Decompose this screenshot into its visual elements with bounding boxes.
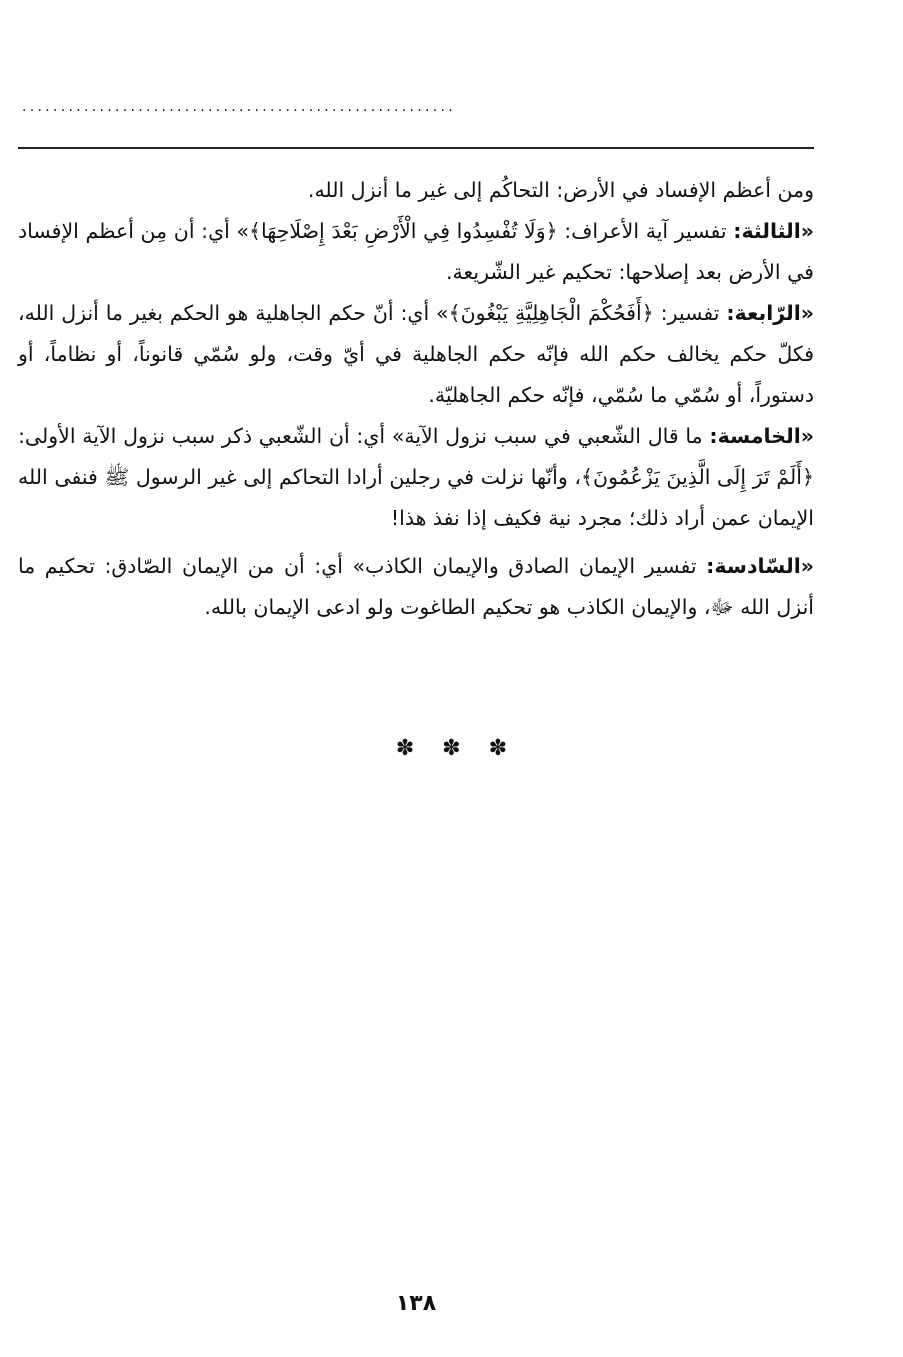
paragraph-third	[18, 211, 814, 293]
sixth-text: تفسير الإيمان الصادق والإيمان الكاذب» أي: أن من الإيمان الصّادق: تحكيم ما أنزل الله ﷻ، والإيمان الكاذب هو تحكيم الطاغوت ولو ادعى الإيمان بالله.	[18, 554, 814, 619]
paragraph-sixth	[18, 546, 814, 628]
paragraph-intro	[18, 170, 814, 211]
fourth-text-start: تفسير:	[653, 301, 727, 325]
fourth-text-end: » أي: أنّ حكم الجاهلية هو الحكم بغير ما أنزل الله، فكلّ حكم يخالف حكم الله فإنّه حكم الجاهلية في أيّ وقت، ولو سُمّي قانوناً، أو نظاماً، أو دستوراً، أو سُمّي ما سُمّي، فإنّه حكم الجاهليّة.	[18, 301, 814, 407]
fifth-text-start: ما قال الشّعبي في سبب نزول الآية» أي: أن الشّعبي ذكر سبب نزول الآية الأولى:	[18, 424, 710, 448]
fifth-quran-verse: ﴿أَلَمْ تَرَ إِلَى الَّذِينَ يَزْعُمُونَ﴾	[581, 465, 814, 489]
third-text-end: » أي: أن مِن أعظم الإفساد في الأرض بعد إصلاحها: تحكيم غير الشّريعة.	[18, 219, 814, 284]
header-rule	[18, 147, 814, 149]
ornament-star-icon: ✽	[488, 736, 508, 761]
fifth-heading: «الخامسة:	[709, 424, 814, 448]
third-quran-verse: ﴿وَلَا تُفْسِدُوا فِي الْأَرْضِ بَعْدَ إِصْلَاحِهَا﴾	[249, 219, 558, 243]
paragraph-fifth	[18, 416, 814, 539]
section-ornament	[0, 734, 903, 764]
third-heading: «الثالثة:	[733, 219, 814, 243]
paragraph-fourth	[18, 293, 814, 416]
dotted-separator: ........................................................	[22, 100, 457, 114]
paragraph-intro-text: ومن أعظم الإفساد في الأرض: التحاكُم إلى غير ما أنزل الله.	[307, 178, 814, 202]
page-number: ١٣٨	[395, 1291, 437, 1316]
fourth-heading: «الرّابعة:	[726, 301, 814, 325]
fifth-text-end: ، وأنّها نزلت في رجلين أرادا التحاكم إلى غير الرسول ﷺ فنفى الله الإيمان عمن أراد ذلك؛ مجرد نية فكيف إذا نفذ هذا!	[18, 465, 814, 530]
fourth-quran-verse: ﴿أَفَحُكْمَ الْجَاهِلِيَّةِ يَبْغُونَ﴾	[448, 301, 654, 325]
page-body	[18, 170, 814, 628]
ornament-star-icon: ✽	[395, 736, 415, 761]
ornament-star-icon: ✽	[442, 736, 461, 761]
third-text-start: تفسير آية الأعراف:	[557, 219, 734, 243]
sixth-heading: «السّادسة:	[706, 554, 814, 578]
